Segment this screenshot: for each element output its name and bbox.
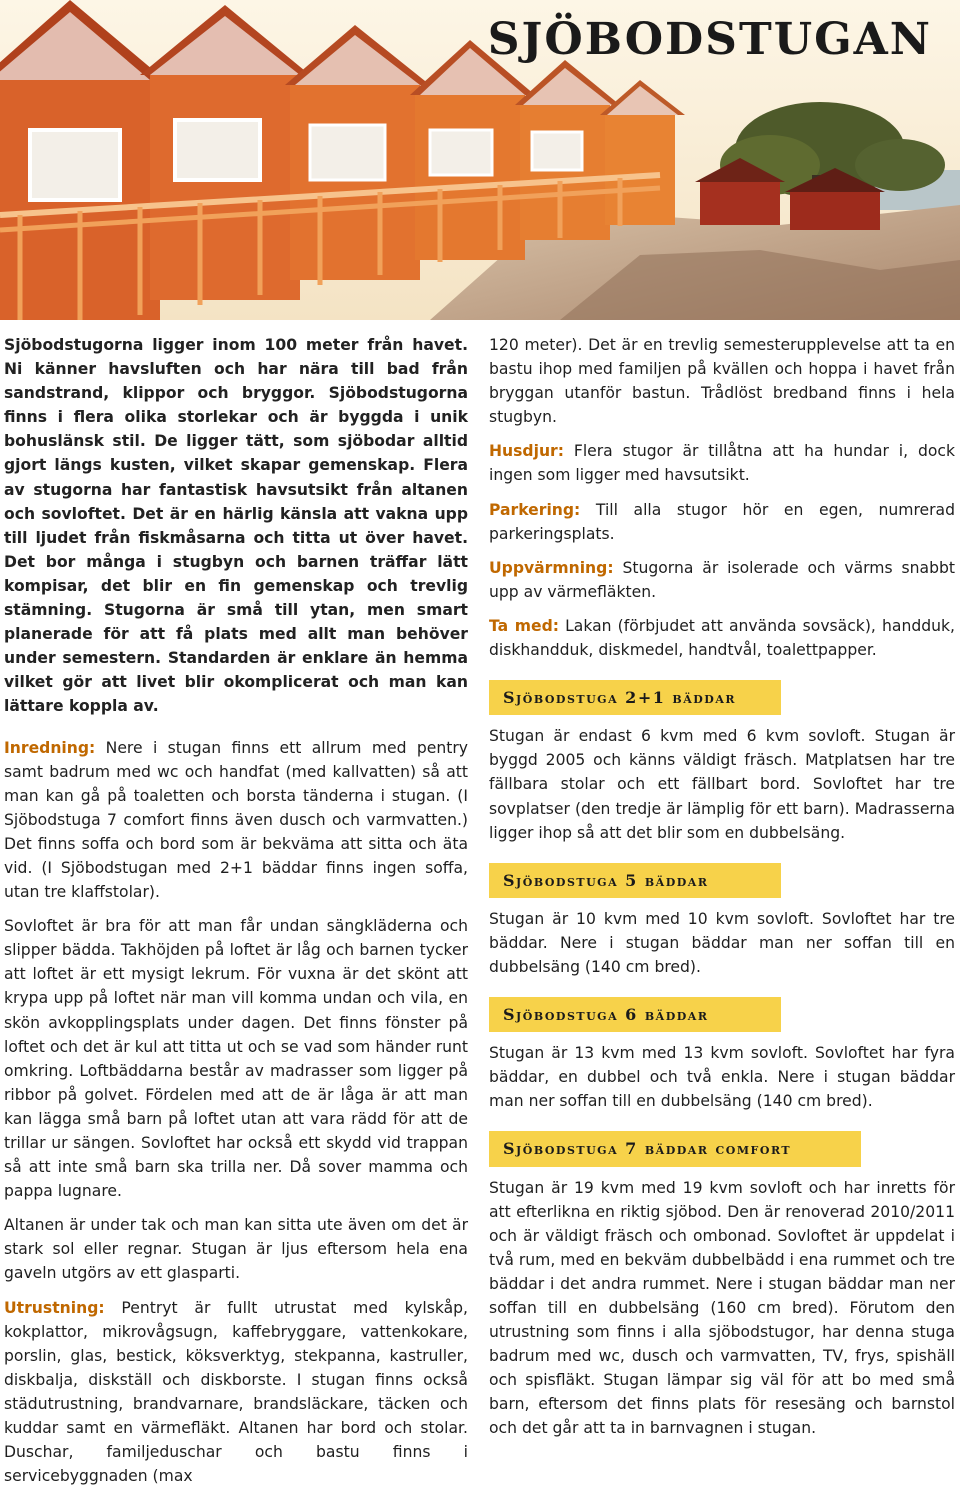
utrustning-text: Pentryt är fullt utrustat med kylskåp, kokplattor, mikrovågsugn, kaffebryggare, vattenkokare, porslin, glas, bestick, köksverktyg, stekpanna, kastruller, diskbalja, diskställ och diskborste. I stugan finns också städutrustning, brandvarnare, brandsläckare, täcken och kuddar samt en värmefläkt. Altanen har bord och stolar. Duschar, familjeduschar och bastu finns i servicebyggnaden (max — [4, 1298, 468, 1486]
utrustning-label: Utrustning: — [4, 1298, 105, 1317]
uppvarmning-label: Uppvärmning: — [489, 558, 614, 577]
header-photo — [0, 0, 960, 320]
left-column — [4, 333, 468, 1498]
tamed-label: Ta med: — [489, 616, 559, 635]
section-heading-5: Sjöbodstuga 5 bäddar — [489, 863, 781, 898]
right-column — [489, 333, 955, 1451]
continued-paragraph: 120 meter). Det är en trevlig semesterupplevelse att ta en bastu ihop med familjen på kvällen och hoppa i havet från bryggan utanför bastun. Trådlöst bredband finns i hela stugbyn. — [489, 336, 955, 427]
uppvarmning-paragraph — [489, 556, 955, 604]
section-heading-6: Sjöbodstuga 6 bäddar — [489, 997, 781, 1032]
intro-paragraph: Sjöbodstugorna ligger inom 100 meter från havet. Ni känner havsluften och har nära till bad från sandstrand, klippor och bryggor. Sjöbodstugorna finns i flera olika storlekar och är byggda i unik bohuslänsk stil. De ligger tätt, som sjöbodar alltid gjort längs kusten, vilket skapar gemenskap. Flera av stugorna har fantastisk havsutsikt från altanen och sovloftet. Det är en härlig känsla att vakna upp till ljudet från fiskmåsarna och titta ut över havet. Det bor många i stugbyn och barnen träffar lätt kompisar, det blir en fin gemenskap och trevlig stämning. Stugorna är små till ytan, men smart planerade för att få plats med allt man behöver under semestern. Standarden är enklare än hemma vilket gör att livet blir okomplicerat och man kan lättare koppla av. — [4, 336, 468, 716]
inredning-text: Nere i stugan finns ett allrum med pentry samt badrum med wc och handfat (med kallvatten) så att man kan gå på toaletten och borsta tänderna i stugan. (I Sjöbodstuga 7 comfort finns även dusch och varmvatten.) Det finns soffa och bord som är bekväma att sitta och äta vid. (I Sjöbodstugan med 2+1 bäddar finns ingen soffa, utan tre klaffstolar). — [4, 738, 468, 902]
husdjur-paragraph — [489, 439, 955, 487]
page-title: SJÖBODSTUGAN — [487, 14, 932, 65]
inredning-paragraph — [4, 736, 468, 905]
tamed-paragraph — [489, 614, 955, 662]
altan-paragraph: Altanen är under tak och man kan sitta ute även om det är stark sol eller regnar. Stugan är ljus eftersom hela ena gaveln utgörs av ett glasparti. — [4, 1216, 468, 1283]
section-heading-7-comfort: Sjöbodstuga 7 bäddar comfort — [489, 1131, 861, 1166]
section-text-6: Stugan är 13 kvm med 13 kvm sovloft. Sovloftet har fyra bäddar, en dubbel och två enkla. Nere i stugan bäddar man ner soffan till en dubbelsäng (140 cm bred). — [489, 1044, 955, 1111]
inredning-label: Inredning: — [4, 738, 96, 757]
section-heading-2plus1: Sjöbodstuga 2+1 bäddar — [489, 680, 781, 715]
husdjur-label: Husdjur: — [489, 442, 564, 461]
parkering-label: Parkering: — [489, 500, 581, 519]
parkering-text: Till alla stugor hör en egen, numrerad parkeringsplats. — [489, 500, 955, 543]
uppvarmning-text: Stugorna är isolerade och värms snabbt upp av värmefläkten. — [489, 558, 955, 601]
section-text-2plus1: Stugan är endast 6 kvm med 6 kvm sovloft. Stugan är byggd 2005 och känns väldigt fräsch. Matplatsen har tre fällbara stolar och ett fällbart bord. Sovloftet har tre sovplatser (den tredje är lämplig för ett barn). Madrasserna ligger ihop så att det blir som en dubbelsäng. — [489, 727, 955, 842]
sovloft-paragraph: Sovloftet är bra för att man får undan sängkläderna och slipper bädda. Takhöjden på loftet är låg och barnen tycker att loftet är ett mysigt lekrum. För vuxna är det skönt att krypa upp på loftet när man vill komma undan och vila, en skön avkopplingsplats under dagen. Det finns fönster på loftet och det är kul att titta ut och se vad som händer runt omkring. Loftbäddarna består av madrasser som ligger på ribbor på golvet. Fördelen med att de är låga är att man kan lägga små barn på loftet utan att vara rädd för att de trillar ur sängen. Sovloftet har också ett skydd vid trappan så att inte små barn ska trilla ner. Då sover mamma och pappa lugnare. — [4, 917, 468, 1201]
section-text-7-comfort: Stugan är 19 kvm med 19 kvm sovloft och har inretts för att efterlikna en riktig sjöbod. Den är renoverad 2010/2011 och är väldigt fräsch och ombonad. Sovloftet är uppdelat i två rum, med en bekväm dubbelbädd i ena rummet och tre bäddar i det andra rummet. Nere i stugan bäddar man ner soffan till en dubbelsäng (160 cm bred). Förutom den utrustning som finns i alla sjöbodstugor, har denna stuga badrum med wc, dusch och varmvatten, TV, frys, spishäll och spisfläkt. Stugan lämpar sig väl för att bo med små barn, eftersom det finns plats för resesäng och barnstol och det går att ta in barnvagnen i stugan. — [489, 1178, 955, 1438]
tamed-text: Lakan (förbjudet att använda sovsäck), handduk, diskhandduk, diskmedel, handtvål, toalettpapper. — [489, 616, 955, 660]
husdjur-text: Flera stugor är tillåtna att ha hundar i, dock ingen som ligger med havsutsikt. — [489, 442, 955, 485]
section-text-5: Stugan är 10 kvm med 10 kvm sovloft. Sovloftet har tre bäddar. Nere i stugan bäddar man ner soffan till en dubbelsäng (140 cm bred). — [489, 909, 955, 976]
parkering-paragraph — [489, 498, 955, 546]
utrustning-paragraph — [4, 1296, 468, 1489]
